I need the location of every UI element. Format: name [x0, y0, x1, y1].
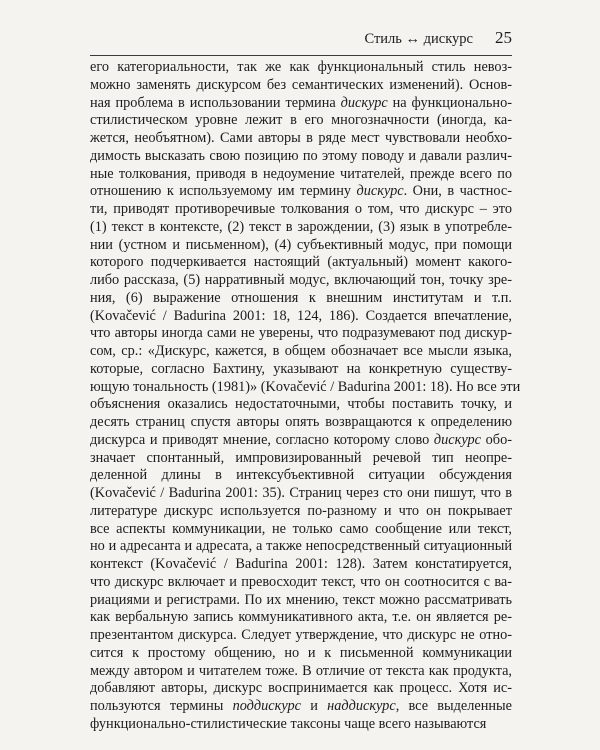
text-line: [90, 663, 512, 681]
text-run: сом, ср.: «Дискурс, кажется, в общем обозначает все мысли языка,: [90, 343, 512, 359]
text-run: которые, согласно Бахтину, указывают на конкретную существу-: [90, 360, 512, 377]
text-run: , все выделенные: [395, 698, 512, 714]
text-run: все аспекты коммуникации, не только само сообщение или текст,: [90, 520, 512, 537]
text-line: [90, 645, 512, 663]
running-title: Стиль ↔ дискурс: [364, 31, 473, 47]
text-line: [90, 201, 512, 219]
text-line: [90, 361, 512, 379]
text-run: которого подчеркивается настоящий (актуальный) момент какого-: [90, 254, 512, 271]
text-line: [90, 183, 512, 201]
text-line: [90, 485, 512, 503]
text-run: нии (устном и письменном), (4) субъективный модус, при помощи: [90, 236, 512, 253]
text-line: [90, 95, 512, 113]
text-run: (Kovačević / Badurina 2001: 35). Страниц через сто они пишут, что в: [90, 485, 512, 501]
text-run: на функционально-: [387, 94, 512, 111]
header-rule: [90, 55, 512, 56]
text-run: ная проблема в использовании термина: [90, 94, 341, 111]
text-run: что дискурс включает и превосходит текст, что он соотносится с ва-: [90, 573, 512, 590]
page-number: 25: [495, 28, 512, 47]
running-head: [90, 28, 512, 48]
text-run: обо-: [481, 431, 512, 448]
text-run: димость высказать свою позицию по этому поводу и давали различ-: [90, 147, 512, 164]
text-run: но и адресанта и адресата, а также непосредственный ситуационный: [90, 538, 512, 555]
text-run: значает спонтанный, импровизированный речевой тип неопре-: [90, 449, 512, 466]
text-line: [90, 716, 512, 734]
text-line: [90, 503, 512, 521]
text-line: [90, 290, 512, 308]
text-run: сится к простому общению, но и к письменной коммуникации: [90, 644, 512, 661]
text-line: [90, 112, 512, 130]
text-line: [90, 378, 521, 397]
text-line: [90, 432, 512, 450]
text-run: презентантом дискурса. Следует утверждение, что дискурс не отно-: [90, 627, 512, 643]
text-run: риациями и регистрами. По их мнению, текст можно рассматривать: [90, 591, 512, 608]
text-line: [90, 308, 512, 326]
italic-term: дискурс: [356, 183, 404, 200]
text-run: можно заменять дискурсом без семантических изменений). Основ-: [90, 76, 512, 93]
text-run: . Они, в частнос-: [403, 183, 513, 200]
text-line: [90, 521, 512, 539]
text-line: [90, 343, 512, 361]
text-line: [90, 538, 512, 556]
text-run: ющую тональность (1981)» (Kovačević / Badurina 2001: 18). Но все эти: [90, 378, 521, 395]
body-text: [90, 59, 521, 734]
text-line: [90, 130, 512, 148]
text-run: и: [300, 698, 328, 714]
text-line: [90, 325, 512, 343]
text-run: десять страниц спустя авторы опять возвращаются к определению: [90, 414, 512, 430]
text-line: [90, 254, 512, 272]
text-line: [90, 609, 512, 627]
text-line: [90, 467, 512, 485]
text-line: [90, 77, 512, 95]
text-line: [90, 680, 512, 698]
text-run: что авторы иногда сами не уверены, что подразумевают под дискур-: [90, 325, 512, 342]
text-run: добавляют авторы, дискурс воспринимается как процесс. Хотя ис-: [90, 680, 512, 697]
text-run: деленной длины в интексубъективной ситуации обсуждения: [90, 467, 512, 484]
text-run: (Kovačević / Badurina 2001: 18, 124, 186). Создается впечатление,: [90, 307, 512, 324]
italic-term: дискурс: [433, 431, 481, 448]
text-line: [90, 272, 512, 290]
text-run: пользуются термины: [90, 698, 233, 714]
text-run: литературе дискурс используется по-разному и что он покрывает: [90, 502, 512, 519]
text-line: [90, 450, 512, 468]
text-run: стилистическом уровне лежит в его многозначности (иногда, ка-: [90, 112, 512, 129]
text-line: [90, 698, 512, 716]
italic-term: дискурс: [340, 94, 388, 111]
text-line: [90, 219, 512, 237]
text-line: [90, 627, 512, 645]
text-run: ния, (6) выражение отношения к внешним институтам и т.п.: [90, 289, 512, 306]
text-run: дискурса и приводят мнение, согласно которому слово: [90, 431, 434, 448]
text-line: [90, 396, 512, 414]
text-run: между автором и читателем тоже. В отличие от текста как продукта,: [90, 662, 512, 679]
text-run: его категориальности, так же как функциональный стиль невоз-: [90, 59, 512, 75]
text-run: отношению к используемому им термину: [90, 183, 357, 200]
text-run: функционально-стилистические таксоны чаще всего называются: [90, 715, 487, 732]
italic-term: поддискурс: [232, 698, 301, 714]
text-run: либо рассказа, (5) нарративный модус, включающий тон, точку зре-: [90, 272, 512, 288]
text-line: [90, 414, 512, 432]
text-line: [90, 556, 512, 574]
text-line: [90, 148, 512, 166]
text-line: [90, 237, 512, 255]
text-run: жется, необъятном). Сами авторы в ряде мест чувствовали необхо-: [90, 130, 512, 146]
text-line: [90, 59, 512, 77]
text-line: [90, 574, 512, 592]
text-run: ти, приводят противоречивые толкования о том, что дискурс – это: [90, 201, 512, 217]
text-run: как вербальную запись коммуникативного акта, т.е. он является ре-: [90, 609, 512, 626]
text-run: ные толкования, приводя в недоумение читателей, прежде всего по: [90, 165, 512, 182]
text-run: объяснения оказались недостаточными, чтобы поставить точку, и: [90, 396, 512, 413]
italic-term: наддискурс: [327, 698, 396, 714]
text-run: (1) текст в контексте, (2) текст в зарождении, (3) язык в употребле-: [90, 218, 512, 235]
text-line: [90, 166, 512, 184]
text-line: [90, 592, 512, 610]
text-run: контекст (Kovačević / Badurina 2001: 128). Затем констатируется,: [90, 556, 512, 572]
